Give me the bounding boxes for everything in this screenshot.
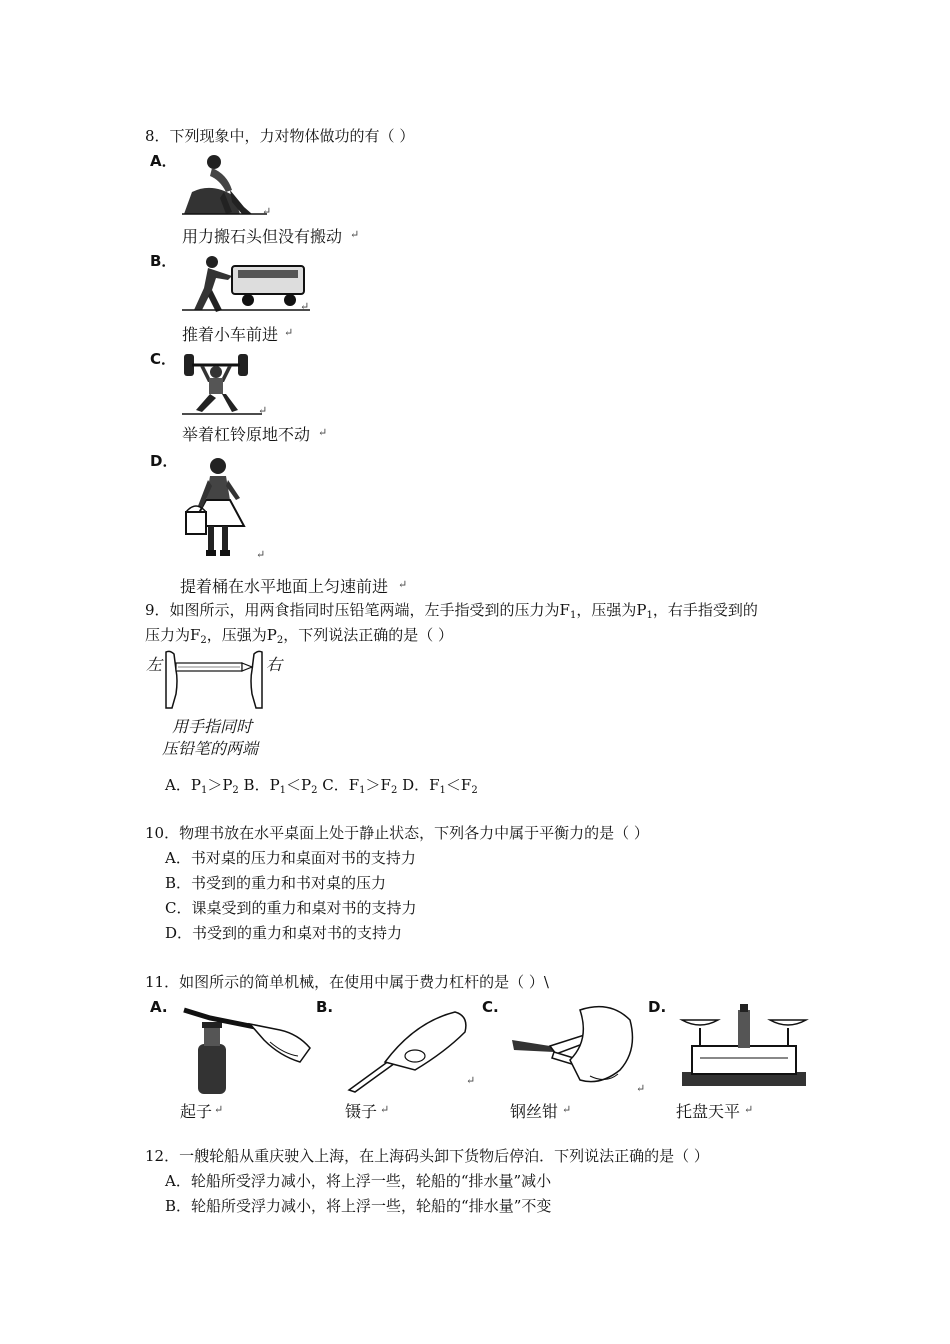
stone-lifting-illustration [182, 152, 267, 217]
q8-option-d-label: D． [150, 452, 178, 470]
return-mark: ↵ [380, 1103, 390, 1116]
return-mark: ↵ [300, 300, 310, 313]
bottle-opener-illustration [180, 1004, 320, 1096]
barbell-lifting-illustration [182, 348, 262, 416]
q8-option-c-label: C． [150, 350, 177, 368]
q10-option-c: C．课桌受到的重力和桌对书的支持力 [165, 899, 417, 917]
return-mark: ↵ [744, 1103, 754, 1116]
return-mark: ↵ [562, 1103, 572, 1116]
q8-option-a-caption: 用力搬石头但没有搬动 [182, 227, 343, 246]
return-mark: ↵ [350, 228, 360, 241]
q10-option-a: A．书对桌的压力和桌面对书的支持力 [165, 849, 416, 867]
q8-stem: 8．下列现象中，力对物体做功的有（ ） [145, 127, 415, 145]
q11-option-a-label: A. [150, 998, 168, 1016]
tray-balance-illustration [678, 1002, 810, 1088]
q8-option-d-caption: 提着桶在水平地面上匀速前进 [180, 577, 389, 596]
q8-option-b-label: B． [150, 252, 177, 270]
q11-option-a-caption: 起子 [180, 1102, 213, 1121]
q11-option-d-caption: 托盘天平 [676, 1102, 741, 1121]
return-mark: ↵ [318, 426, 328, 439]
return-mark: ↵ [466, 1074, 476, 1087]
q9-figure-left-label: 左 [146, 655, 163, 674]
q9-stem-line1: 9．如图所示，用两食指同时压铅笔两端，左手指受到的压力为$F_1$，压强为$P_1$，右手指受到的 [145, 601, 758, 621]
return-mark: ↵ [258, 404, 268, 417]
pushing-cart-illustration [182, 252, 310, 314]
q10-option-d: D．书受到的重力和桌对书的支持力 [165, 924, 403, 942]
q10-stem: 10．物理书放在水平桌面上处于静止状态，下列各力中属于平衡力的是（ ） [145, 824, 649, 842]
q11-option-b-label: B. [316, 998, 334, 1016]
pencil-fingers-illustration [164, 650, 264, 710]
q10-option-b: B．书受到的重力和书对桌的压力 [165, 874, 387, 892]
return-mark: ↵ [284, 326, 294, 339]
return-mark: ↵ [262, 205, 272, 218]
q9-figure-caption-line2: 压铅笔的两端 [162, 739, 259, 758]
wire-pliers-illustration [510, 1000, 640, 1094]
q11-stem: 11．如图所示的简单机械，在使用中属于费力杠杆的是（ ）\ [145, 973, 549, 991]
return-mark: ↵ [398, 578, 408, 591]
q9-figure-caption-line1: 用手指同时 [172, 717, 253, 736]
q12-stem: 12．一艘轮船从重庆驶入上海，在上海码头卸下货物后停泊．下列说法正确的是（ ） [145, 1147, 709, 1165]
q11-option-d-label: D. [648, 998, 667, 1016]
return-mark: ↵ [256, 548, 266, 561]
carrying-bucket-illustration [180, 456, 260, 560]
q9-options: A．$P_1>P_2$ B．$P_1<P_2$ C．$F_1>F_2$ D．$F_1<F_2$ [165, 776, 478, 796]
q9-figure-right-label: 右 [266, 655, 283, 674]
q8-option-a-label: A． [150, 152, 177, 170]
return-mark: ↵ [636, 1082, 646, 1095]
q8-option-b-caption: 推着小车前进 [182, 325, 279, 344]
q9-stem-line2: 压力为$F_2$，压强为$P_2$，下列说法正确的是（ ） [145, 626, 454, 646]
return-mark: ↵ [214, 1103, 224, 1116]
q11-option-b-caption: 镊子 [345, 1102, 378, 1121]
tweezers-illustration [345, 1002, 476, 1094]
q12-option-a: A．轮船所受浮力减小，将上浮一些，轮船的“排水量”减小 [165, 1172, 552, 1190]
q11-option-c-caption: 钢丝钳 [510, 1102, 559, 1121]
q11-option-c-label: C. [482, 998, 499, 1016]
q12-option-b: B．轮船所受浮力减小，将上浮一些，轮船的“排水量”不变 [165, 1197, 552, 1215]
q8-option-c-caption: 举着杠铃原地不动 [182, 425, 311, 444]
